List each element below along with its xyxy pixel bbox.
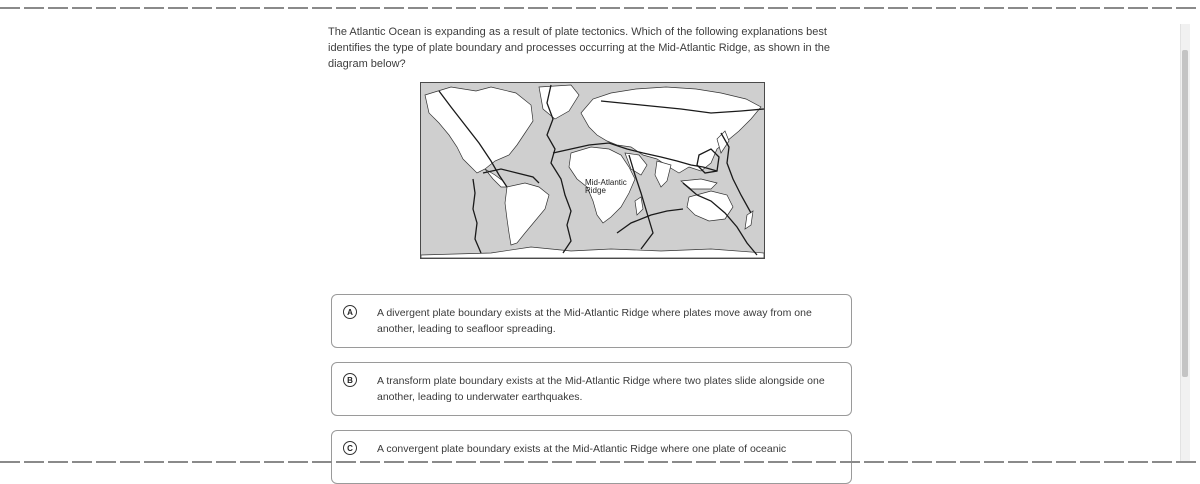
- ridge-label-line2: Ridge: [585, 186, 606, 195]
- scrollbar-thumb[interactable]: [1182, 50, 1188, 377]
- question-text: The Atlantic Ocean is expanding as a result of plate tectonics. Which of the following explanations best identifies the type of plate boundary and processes occurring at the Mid-Atlantic Ridge, as shown in the diagram below?: [328, 26, 831, 70]
- option-letter-a: A: [343, 305, 357, 319]
- answer-option-b[interactable]: [331, 362, 852, 416]
- mid-atlantic-ridge-label: [585, 179, 627, 195]
- bottom-dashed-border: [0, 461, 1200, 463]
- option-text-c: A convergent plate boundary exists at the Mid-Atlantic Ridge where one plate of oceanic: [377, 443, 787, 455]
- world-map-svg: [421, 83, 764, 258]
- option-text-a: A divergent plate boundary exists at the Mid-Atlantic Ridge where plates move away from one another, leading to seafloor spreading.: [377, 307, 812, 335]
- option-text-b: A transform plate boundary exists at the Mid-Atlantic Ridge where two plates slide alongside one another, leading to underwater earthquakes.: [377, 375, 825, 403]
- ridge-label-line1: Mid-Atlantic: [585, 178, 627, 187]
- option-letter-b: B: [343, 373, 357, 387]
- answer-option-a[interactable]: [331, 294, 852, 348]
- option-letter-c: C: [343, 441, 357, 455]
- top-dashed-border: [0, 7, 1200, 9]
- answer-option-c[interactable]: [331, 430, 852, 484]
- plate-tectonics-map: [420, 82, 765, 259]
